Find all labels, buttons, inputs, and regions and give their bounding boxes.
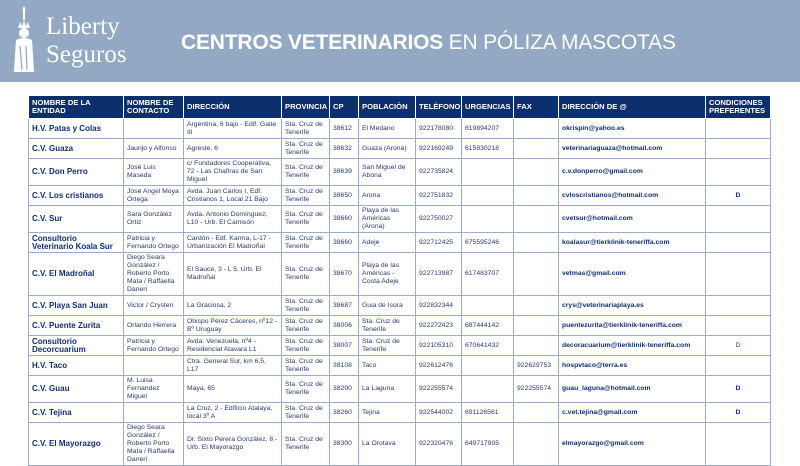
cell-condiciones xyxy=(706,253,771,296)
table-row xyxy=(29,423,771,466)
cell-telefono: 922272423 xyxy=(416,316,462,336)
col-header-fax: FAX xyxy=(514,96,559,119)
cell-cp: 38650 xyxy=(330,186,359,206)
cell-fax xyxy=(514,253,559,296)
col-header-urgencias: URGENCIAS xyxy=(462,96,514,119)
cell-cp: 38660 xyxy=(330,206,359,233)
cell-entidad: C.V. Los cristianos xyxy=(29,186,124,206)
cell-direccion: Dr. Sixto Perera González, 8 - Urb. El Mayorazgo xyxy=(184,423,282,466)
cell-telefono: 922832344 xyxy=(416,296,462,316)
col-header-telefono: TELÉFONO xyxy=(416,96,462,119)
cell-direccion: Ctra. General Sur, km 6,5, L17 xyxy=(184,356,282,376)
cell-poblacion: Guia de Isora xyxy=(359,296,416,316)
cell-provincia: Sta. Cruz de Tenerife xyxy=(282,376,330,403)
col-header-email: DIRECCIÓN DE @ xyxy=(559,96,706,119)
cell-fax xyxy=(514,316,559,336)
cell-direccion: Obispo Pérez Cáceres, nº12 - Bº Uruguay xyxy=(184,316,282,336)
cell-condiciones: D xyxy=(706,336,771,356)
col-header-cp: CP xyxy=(330,96,359,119)
cell-provincia: Sta. Cruz de Tenerife xyxy=(282,336,330,356)
cell-entidad: C.V. Tejina xyxy=(29,403,124,423)
cell-email-link[interactable]: c.v.donperro@gmail.com xyxy=(559,159,706,186)
table-row xyxy=(29,296,771,316)
cell-telefono: 922169249 xyxy=(416,139,462,159)
cell-fax: 922255574 xyxy=(514,376,559,403)
logo-line-2: Seguros xyxy=(46,41,127,68)
cell-provincia: Sta. Cruz de Tenerife xyxy=(282,159,330,186)
cell-poblacion: Arona xyxy=(359,186,416,206)
cell-cp: 38632 xyxy=(330,139,359,159)
cell-entidad: H.V. Taco xyxy=(29,356,124,376)
cell-cp: 38687 xyxy=(330,296,359,316)
cell-email-link[interactable]: hospvtaco@terra.es xyxy=(559,356,706,376)
cell-contacto: Diego Seara González / Roberto Porto Mata / Raffaella Daneri xyxy=(124,423,184,466)
cell-direccion: Agreste, 6 xyxy=(184,139,282,159)
cell-condiciones xyxy=(706,159,771,186)
cell-provincia: Sta. Cruz de Tenerife xyxy=(282,316,330,336)
cell-urgencias: 670641432 xyxy=(462,336,514,356)
cell-email-link[interactable]: c.vet.tejina@gmail.com xyxy=(559,403,706,423)
cell-poblacion: La Orotava xyxy=(359,423,416,466)
liberty-seguros-logo xyxy=(8,6,158,76)
cell-poblacion: San Miguel de Abona xyxy=(359,159,416,186)
cell-email-link[interactable]: cvetsur@hotmail.com xyxy=(559,206,706,233)
cell-direccion: Argentina, 6 bajo - Edif. Gaite III xyxy=(184,119,282,139)
cell-contacto: Patricia y Fernando Ortego xyxy=(124,336,184,356)
cell-entidad: C.V. El Mayorazgo xyxy=(29,423,124,466)
cell-direccion: Avda. Juan Carlos I, Edf. Cristianos 1, Local 21 Bajo xyxy=(184,186,282,206)
cell-condiciones: D xyxy=(706,403,771,423)
vet-centers-table xyxy=(28,95,771,466)
cell-fax xyxy=(514,233,559,253)
page-title xyxy=(181,31,676,55)
cell-condiciones: D xyxy=(706,376,771,403)
cell-condiciones xyxy=(706,423,771,466)
cell-fax xyxy=(514,296,559,316)
cell-telefono: 922178080 xyxy=(416,119,462,139)
cell-urgencias xyxy=(462,376,514,403)
cell-contacto: Victor / Crysten xyxy=(124,296,184,316)
cell-fax xyxy=(514,186,559,206)
col-header-poblacion: POBLACIÓN xyxy=(359,96,416,119)
cell-cp: 38670 xyxy=(330,253,359,296)
cell-entidad: C.V. Puente Zurita xyxy=(29,316,124,336)
cell-email-link[interactable]: decoracuarium@tierklinik-teneriffa.com xyxy=(559,336,706,356)
statue-of-liberty-icon xyxy=(8,6,44,76)
cell-telefono: 922255574 xyxy=(416,376,462,403)
cell-email-link[interactable]: elmayorazgo@gmail.com xyxy=(559,423,706,466)
cell-fax: 922629753 xyxy=(514,356,559,376)
cell-entidad: C.V. Guaza xyxy=(29,139,124,159)
cell-poblacion: Sta. Cruz de Tenerife xyxy=(359,316,416,336)
table-row xyxy=(29,139,771,159)
cell-cp: 38007 xyxy=(330,336,359,356)
logo-line-1: Liberty xyxy=(46,13,120,40)
cell-contacto: M. Luisa Fernandez Miguel xyxy=(124,376,184,403)
col-header-provincia: PROVINCIA xyxy=(282,96,330,119)
cell-cp: 38639 xyxy=(330,159,359,186)
cell-fax xyxy=(514,423,559,466)
cell-condiciones xyxy=(706,139,771,159)
cell-fax xyxy=(514,336,559,356)
cell-cp: 38260 xyxy=(330,403,359,423)
cell-email-link[interactable]: crys@veterinariaplaya.es xyxy=(559,296,706,316)
cell-contacto: Sara González Ortiz xyxy=(124,206,184,233)
cell-urgencias xyxy=(462,206,514,233)
cell-poblacion: Sta. Cruz de Tenerife xyxy=(359,336,416,356)
cell-telefono: 922712425 xyxy=(416,233,462,253)
cell-contacto: Jaunjo y Alfonso xyxy=(124,139,184,159)
cell-entidad: C.V. Guau xyxy=(29,376,124,403)
cell-cp: 38108 xyxy=(330,356,359,376)
cell-condiciones xyxy=(706,119,771,139)
cell-direccion: El Sauce, 3 - L 5, Urb. El Madroñal xyxy=(184,253,282,296)
cell-urgencias: 619894207 xyxy=(462,119,514,139)
cell-entidad: C.V. Don Perro xyxy=(29,159,124,186)
cell-fax xyxy=(514,206,559,233)
cell-urgencias: 691126561 xyxy=(462,403,514,423)
table-header-row xyxy=(29,96,771,119)
cell-email-link[interactable]: veterinariaguaza@hotmail.com xyxy=(559,139,706,159)
table-row xyxy=(29,253,771,296)
cell-provincia: Sta. Cruz de Tenerife xyxy=(282,139,330,159)
cell-urgencias: 617483707 xyxy=(462,253,514,296)
cell-contacto xyxy=(124,356,184,376)
cell-email-link[interactable]: okrispin@yahoo.es xyxy=(559,119,706,139)
cell-direccion: Avda. Venezuela, nº4 - Residencial Atavara L1 xyxy=(184,336,282,356)
cell-urgencias xyxy=(462,186,514,206)
cell-provincia: Sta. Cruz de Tenerife xyxy=(282,206,330,233)
cell-cp: 38612 xyxy=(330,119,359,139)
cell-direccion: Maya, 65 xyxy=(184,376,282,403)
cell-entidad: Consultorio Decorcuarium xyxy=(29,336,124,356)
cell-telefono: 922612476 xyxy=(416,356,462,376)
cell-provincia: Sta. Cruz de Tenerife xyxy=(282,423,330,466)
cell-telefono: 922751832 xyxy=(416,186,462,206)
cell-urgencias: 687444142 xyxy=(462,316,514,336)
cell-contacto: Patricia y Fernando Ortego xyxy=(124,233,184,253)
cell-direccion: Avda. Antonio Domínguez, L10 - Urb. El Camisón xyxy=(184,206,282,233)
cell-provincia: Sta. Cruz de Tenerife xyxy=(282,186,330,206)
cell-condiciones: D xyxy=(706,186,771,206)
cell-email-link[interactable]: puentezurita@tierklinik-teneriffa.com xyxy=(559,316,706,336)
cell-email-link[interactable]: guau_laguna@hotmail.com xyxy=(559,376,706,403)
table-row xyxy=(29,336,771,356)
cell-telefono: 922750027 xyxy=(416,206,462,233)
cell-urgencias xyxy=(462,159,514,186)
cell-condiciones xyxy=(706,356,771,376)
cell-direccion: c/ Fundadores Cooperativa, 72 - Las Chafiras de San Miguel xyxy=(184,159,282,186)
cell-entidad: H.V. Patas y Colas xyxy=(29,119,124,139)
cell-urgencias: 675595246 xyxy=(462,233,514,253)
cell-poblacion: Playa de las Américas (Arona) xyxy=(359,206,416,233)
cell-entidad: C.V. El Madroñal xyxy=(29,253,124,296)
cell-contacto: Diego Seara González / Roberto Porto Mata / Raffaella Daneri xyxy=(124,253,184,296)
cell-poblacion: El Medano xyxy=(359,119,416,139)
cell-cp: 38200 xyxy=(330,376,359,403)
table-row xyxy=(29,403,771,423)
cell-condiciones xyxy=(706,233,771,253)
cell-condiciones xyxy=(706,206,771,233)
cell-telefono: 922544002 xyxy=(416,403,462,423)
table-row xyxy=(29,233,771,253)
cell-telefono: 922735824 xyxy=(416,159,462,186)
cell-fax xyxy=(514,139,559,159)
col-header-condiciones: CONDICIONES PREFERENTES xyxy=(706,96,771,119)
cell-cp: 38660 xyxy=(330,233,359,253)
page-title-rest: EN PÓLIZA MASCOTAS xyxy=(443,31,676,54)
cell-contacto: Orlando Herrera xyxy=(124,316,184,336)
col-header-direccion: DIRECCIÓN xyxy=(184,96,282,119)
table-row xyxy=(29,186,771,206)
cell-cp: 38300 xyxy=(330,423,359,466)
cell-cp: 38006 xyxy=(330,316,359,336)
cell-entidad: C.V. Sur xyxy=(29,206,124,233)
cell-telefono: 922713987 xyxy=(416,253,462,296)
table-row xyxy=(29,119,771,139)
cell-urgencias: 649717905 xyxy=(462,423,514,466)
table-row xyxy=(29,159,771,186)
cell-telefono: 922105310 xyxy=(416,336,462,356)
cell-provincia: Sta. Cruz de Tenerife xyxy=(282,233,330,253)
cell-contacto xyxy=(124,403,184,423)
cell-email-link[interactable]: koalasur@tierklinik-teneriffa.com xyxy=(559,233,706,253)
cell-direccion: La Cruz, 2 - Edificio Atalaya, local 3º A xyxy=(184,403,282,423)
cell-fax xyxy=(514,403,559,423)
cell-poblacion: Tejina xyxy=(359,403,416,423)
cell-poblacion: Guaza (Arona) xyxy=(359,139,416,159)
table-row xyxy=(29,316,771,336)
cell-email-link[interactable]: cvloscristianos@hotmail.com xyxy=(559,186,706,206)
cell-urgencias xyxy=(462,356,514,376)
cell-direccion: Cardón - Edf. Karma, L-17 - Urbanización El Madroñal xyxy=(184,233,282,253)
table-row xyxy=(29,356,771,376)
cell-telefono: 922320476 xyxy=(416,423,462,466)
cell-entidad: C.V. Playa San Juan xyxy=(29,296,124,316)
cell-provincia: Sta. Cruz de Tenerife xyxy=(282,119,330,139)
cell-entidad: Consultorio Veterinario Koala Sur xyxy=(29,233,124,253)
cell-contacto xyxy=(124,119,184,139)
cell-fax xyxy=(514,119,559,139)
cell-provincia: Sta. Cruz de Tenerife xyxy=(282,356,330,376)
cell-direccion: La Graciosa, 2 xyxy=(184,296,282,316)
cell-email-link[interactable]: vetmas@gmail.com xyxy=(559,253,706,296)
cell-poblacion: La Laguna xyxy=(359,376,416,403)
header-banner xyxy=(0,0,800,82)
cell-condiciones xyxy=(706,316,771,336)
cell-provincia: Sta. Cruz de Tenerife xyxy=(282,253,330,296)
table-row xyxy=(29,376,771,403)
table-row xyxy=(29,206,771,233)
cell-poblacion: Adeje xyxy=(359,233,416,253)
col-header-contacto: NOMBRE DE CONTACTO xyxy=(124,96,184,119)
cell-urgencias xyxy=(462,296,514,316)
cell-contacto: Jose Angel Moya Ortega xyxy=(124,186,184,206)
cell-urgencias: 615830218 xyxy=(462,139,514,159)
col-header-entidad: NOMBRE DE LA ENTIDAD xyxy=(29,96,124,119)
page-title-bold: CENTROS VETERINARIOS xyxy=(181,31,444,54)
cell-fax xyxy=(514,159,559,186)
cell-poblacion: Playa de las Américas - Costa Adeje xyxy=(359,253,416,296)
cell-contacto: José Luis Maseda xyxy=(124,159,184,186)
cell-condiciones xyxy=(706,296,771,316)
cell-provincia: Sta. Cruz de Tenerife xyxy=(282,403,330,423)
cell-poblacion: Taco xyxy=(359,356,416,376)
cell-provincia: Sta. Cruz de Tenerife xyxy=(282,296,330,316)
